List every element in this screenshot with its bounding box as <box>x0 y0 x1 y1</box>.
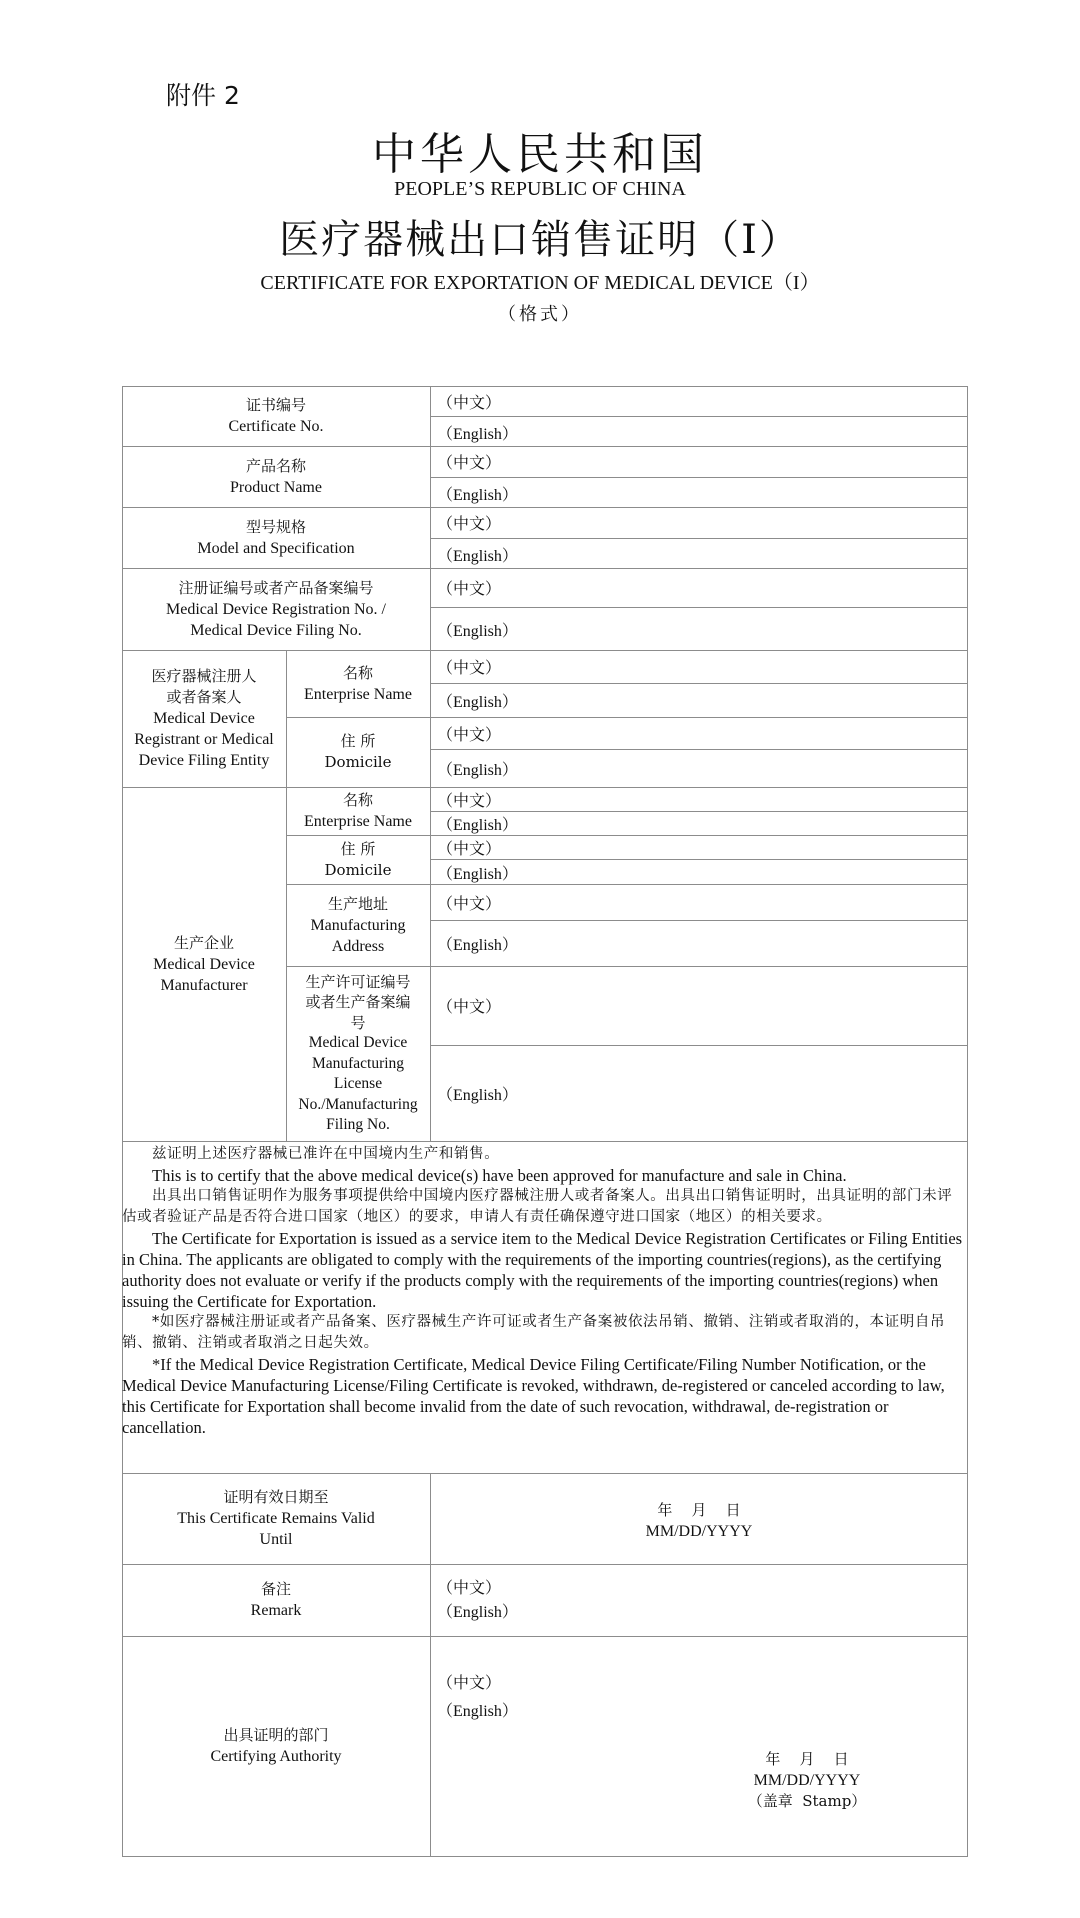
label-en: Address <box>331 937 385 955</box>
label-en: License <box>333 1075 383 1092</box>
registration-zh-field[interactable] <box>437 568 501 607</box>
label-en: This Certificate Remains Valid <box>177 1510 375 1527</box>
statement-p1-en: This is to certify that the above medical device(s) have been approved for manufacture and sale in China. <box>152 1166 847 1185</box>
stamp-label: （盖章 Stamp） <box>747 1791 867 1810</box>
manufacturing-address-zh-field[interactable] <box>437 884 501 920</box>
label-zh: 产品名称 <box>245 456 306 475</box>
label-en: No./Manufacturing <box>298 1095 418 1113</box>
placeholder-zh: （中文） <box>437 840 502 858</box>
label-valid-until <box>122 1473 430 1564</box>
label-zh: 注册证编号或者产品备案编号 <box>178 578 374 597</box>
placeholder-en: （English） <box>437 694 518 711</box>
placeholder-zh: （中文） <box>437 895 502 913</box>
label-remark <box>122 1564 430 1636</box>
label-manufacturing-license <box>286 966 430 1141</box>
placeholder-en: （English） <box>437 1702 518 1720</box>
label-certificate-no <box>122 386 430 446</box>
placeholder-en: （English） <box>437 817 518 834</box>
date-format: MM/DD/YYYY <box>753 1771 861 1789</box>
label-registrant-name <box>286 650 430 717</box>
placeholder-zh: （中文） <box>437 1579 502 1597</box>
label-zh: 备注 <box>260 1580 291 1598</box>
date-zh: 年 月 日 <box>657 1501 741 1519</box>
manufacturer-domicile-en-field[interactable] <box>437 860 518 884</box>
date-zh: 年 月 日 <box>765 1749 849 1768</box>
label-certifying-authority <box>122 1636 430 1856</box>
label-zh: 名称 <box>342 791 373 809</box>
label-manufacturing-address <box>286 884 430 966</box>
manufacturing-license-zh-field[interactable] <box>437 966 501 1045</box>
date-format: MM/DD/YYYY <box>645 1523 753 1540</box>
placeholder-en: （English） <box>437 547 518 565</box>
label-en: Medical Device <box>153 955 255 973</box>
label-zh: 证明有效日期至 <box>223 1488 329 1506</box>
placeholder-zh: （中文） <box>437 1674 502 1692</box>
certificate-title-en: CERTIFICATE FOR EXPORTATION OF MEDICAL DEVICE（I） <box>260 272 820 294</box>
placeholder-en: （English） <box>437 762 518 779</box>
authority-zh-field[interactable] <box>437 1668 501 1694</box>
label-manufacturer-name <box>286 787 430 835</box>
label-zh: 住 所 <box>340 732 376 750</box>
registrant-name-en-field[interactable] <box>437 684 518 717</box>
row-line <box>122 1141 968 1142</box>
authority-en-field[interactable] <box>437 1696 518 1722</box>
label-zh: 号 <box>350 1013 366 1032</box>
registrant-domicile-zh-field[interactable] <box>437 717 501 749</box>
label-manufacturer <box>122 787 286 1141</box>
placeholder-zh: （中文） <box>437 455 502 472</box>
registrant-name-zh-field[interactable] <box>437 650 501 683</box>
label-en: Remark <box>250 1602 302 1619</box>
placeholder-en: （English） <box>437 1603 518 1621</box>
placeholder-en: （English） <box>437 937 518 954</box>
certificate-title-zh: 医疗器械出口销售证明（I） <box>279 217 801 263</box>
label-en: Device Filing Entity <box>138 752 270 769</box>
label-en: Domicile <box>324 860 392 879</box>
label-en: Manufacturing <box>310 916 406 934</box>
placeholder-zh: （中文） <box>437 516 502 533</box>
country-title-en: PEOPLE’S REPUBLIC OF CHINA <box>394 178 686 200</box>
statement-p3-en: *If the Medical Device Registration Certificate, Medical Device Filing Certificate/Filing Number Notification, or the Medical Device Manufacturing License/Filing Certificate is revoked, withdrawn, de-registered or canceled according to law, this Certificate for Exportation shall become invalid from the date of such revocation, withdrawal, de-registration or cancellation. <box>122 1355 945 1437</box>
label-en: Registrant or Medical <box>134 731 274 748</box>
placeholder-zh: （中文） <box>437 581 502 598</box>
registrant-domicile-en-field[interactable] <box>437 750 518 787</box>
format-label: （格式） <box>498 304 582 325</box>
certificate-no-en-field[interactable] <box>437 417 518 447</box>
manufacturing-license-en-field[interactable] <box>437 1046 518 1141</box>
label-zh: 或者备案人 <box>166 688 242 706</box>
authority-date-stamp[interactable] <box>730 1736 884 1824</box>
manufacturer-name-en-field[interactable] <box>437 812 518 835</box>
label-en: Domicile <box>324 753 392 771</box>
manufacturer-domicile-zh-field[interactable] <box>437 835 501 859</box>
column-divider <box>430 386 431 1141</box>
statement-p2-zh: 出具出口销售证明作为服务事项提供给中国境内医疗器械注册人或者备案人。出具出口销售证明时，出具证明的部门未评估或者验证产品是否符合进口国家（地区）的要求，申请人有责任确保遵守进口国家（地区）的相关要求。 <box>122 1188 953 1225</box>
valid-until-date-field[interactable] <box>430 1478 968 1564</box>
label-zh: 生产企业 <box>173 933 234 952</box>
statement-p2-en: The Certificate for Exportation is issued as a service item to the Medical Device Registration Certificates or Filing Entities in China. The applicants are obligated to comply with the requirements of the importing countries(regions), as the certifying authority does not evaluate or verify if the products comply with the requirements of the importing countries(regions) when issuing the Certificate for Exportation. <box>122 1229 963 1311</box>
label-en: Certifying Authority <box>210 1748 342 1765</box>
label-zh: 名称 <box>342 663 373 682</box>
certificate-no-zh-field[interactable] <box>437 386 501 416</box>
label-en: Medical Device <box>308 1034 408 1051</box>
statement-p3-zh: *如医疗器械注册证或者产品备案、医疗器械生产许可证或者生产备案被依法吊销、撤销、注销或者取消的，本证明自吊销、撤销、注销或者取消之日起失效。 <box>122 1314 946 1351</box>
certification-statement <box>122 1144 964 1438</box>
label-en: Medical Device <box>153 710 255 727</box>
registration-en-field[interactable] <box>437 608 518 651</box>
placeholder-en: （English） <box>437 1087 518 1104</box>
row-line <box>122 1856 968 1857</box>
remark-en-field[interactable] <box>437 1598 518 1622</box>
label-zh: 住 所 <box>340 839 376 858</box>
model-zh-field[interactable] <box>437 507 501 538</box>
placeholder-en: （English） <box>437 486 518 504</box>
label-en: Certificate No. <box>228 418 324 435</box>
placeholder-en: （English） <box>437 623 518 640</box>
label-registrant <box>122 650 286 787</box>
placeholder-en: （English） <box>437 865 518 883</box>
placeholder-en: （English） <box>437 425 518 443</box>
label-zh: 医疗器械注册人 <box>151 667 257 685</box>
label-en: Enterprise Name <box>304 685 412 703</box>
placeholder-zh: （中文） <box>437 726 502 744</box>
label-zh: 证书编号 <box>245 396 306 414</box>
label-zh: 出具证明的部门 <box>223 1726 329 1744</box>
placeholder-zh: （中文） <box>437 394 502 412</box>
model-en-field[interactable] <box>437 539 518 569</box>
remark-zh-field[interactable] <box>437 1574 501 1598</box>
label-registration-no <box>122 568 430 650</box>
label-en: Enterprise Name <box>304 813 412 830</box>
label-registrant-domicile <box>286 717 430 787</box>
product-name-zh-field[interactable] <box>437 446 501 477</box>
country-title-zh: 中华人民共和国 <box>372 129 708 180</box>
label-product-name <box>122 446 430 507</box>
placeholder-zh: （中文） <box>437 999 502 1016</box>
label-en: Manufacturing <box>311 1054 405 1072</box>
label-en: Until <box>259 1531 293 1548</box>
label-en: Filing No. <box>326 1116 390 1133</box>
label-model-specification <box>122 507 430 568</box>
label-zh: 或者生产备案编 <box>305 993 411 1011</box>
label-zh: 生产地址 <box>327 894 388 913</box>
placeholder-zh: （中文） <box>437 792 502 810</box>
label-manufacturer-domicile <box>286 835 430 884</box>
placeholder-zh: （中文） <box>437 660 502 677</box>
label-zh: 型号规格 <box>245 517 306 536</box>
statement-p1-zh: 兹证明上述医疗器械已准许在中国境内生产和销售。 <box>152 1146 500 1162</box>
label-en: Medical Device Registration No. / <box>166 600 386 618</box>
attachment-label: 附件 2 <box>166 81 240 110</box>
manufacturing-address-en-field[interactable] <box>437 921 518 966</box>
label-en: Product Name <box>230 478 322 496</box>
label-en: Medical Device Filing No. <box>190 621 362 639</box>
label-en: Model and Specification <box>197 539 355 557</box>
product-name-en-field[interactable] <box>437 478 518 508</box>
label-en: Manufacturer <box>160 976 248 994</box>
label-zh: 生产许可证编号 <box>305 972 411 991</box>
manufacturer-name-zh-field[interactable] <box>437 787 501 811</box>
